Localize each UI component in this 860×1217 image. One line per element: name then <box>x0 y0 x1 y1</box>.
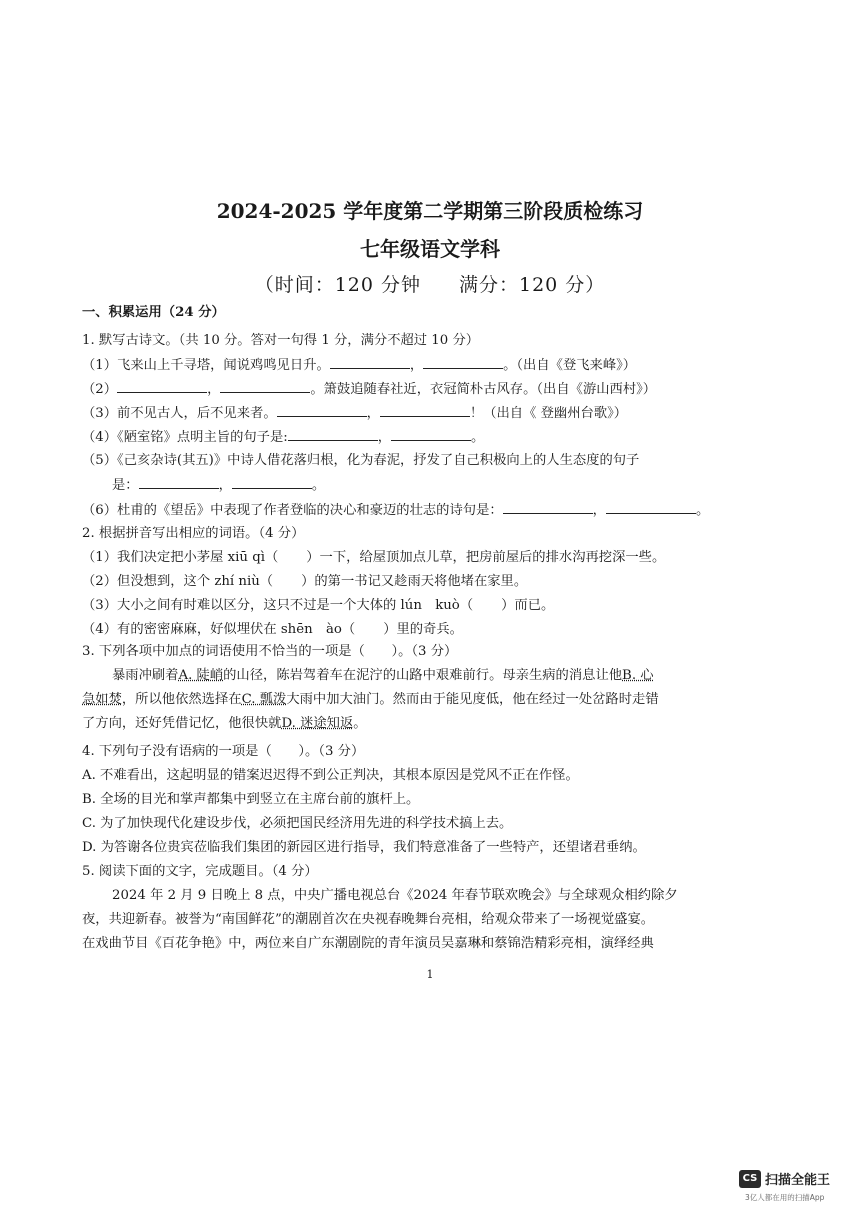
answer-blank[interactable] <box>232 477 312 489</box>
answer-blank[interactable] <box>117 381 207 393</box>
q4-option-a: A. 不难看出，这起明显的错案迟迟得不到公正判决，其根本原因是党风不正在作怪。 <box>82 768 579 783</box>
q1-l4-text: （4）《陋室铭》点明主旨的句子是: <box>82 430 288 445</box>
q3-p1b: 的山径，陈岩驾着车在泥泞的山路中艰难前行。母亲生病的消息让他 <box>223 668 623 683</box>
answer-blank[interactable] <box>391 429 471 441</box>
answer-blank[interactable] <box>139 477 219 489</box>
q2-l3-before: （3）大小之间有时难以区分，这只不过是一个大体的 lún kuò（ <box>82 598 474 613</box>
q1-line-1: （1）飞来山上千寻塔，闻说鸡鸣见日升。 ， 。（出自《登飞来峰》） <box>82 358 637 373</box>
q3-p3b: 。 <box>353 716 367 731</box>
q2-line-4 <box>82 622 463 638</box>
q5-title: 5. 阅读下面的文字，完成题目。（4 分） <box>82 864 318 879</box>
q1-title: 1. 默写古诗文。（共 10 分。答对一句得 1 分，满分不超过 10 分） <box>82 333 480 348</box>
q4-option-c: C. 为了加快现代化建设步伐，必须把国民经济用先进的科学技术搞上去。 <box>82 816 513 831</box>
time-info: （时间：120 分钟 <box>254 274 421 296</box>
camscanner-logo-icon: CS <box>739 1170 761 1188</box>
exam-info <box>0 270 860 297</box>
q3-para-1 <box>112 668 654 684</box>
answer-blank[interactable] <box>288 429 378 441</box>
q4-option-d: D. 为答谢各位贵宾莅临我们集团的新园区进行指导，我们特意准备了一些特产，还望诸君垂纳。 <box>82 840 646 855</box>
q2-l4-after: ）里的奇兵。 <box>383 622 463 637</box>
scanner-tagline: 3亿人都在用的扫描App <box>745 1193 825 1202</box>
q1-l3-source: ！（出自《 登幽州台歌》） <box>469 406 628 421</box>
q3-para-3 <box>82 716 367 732</box>
q1-line-6: （6）杜甫的《望岳》中表现了作者登临的决心和豪迈的壮志的诗句是： ， 。 <box>82 503 710 518</box>
answer-blank[interactable] <box>277 405 367 417</box>
option-b-word-part2: 急如焚 <box>82 692 122 707</box>
answer-blank[interactable] <box>503 502 593 514</box>
q3-title: 3. 下列各项中加点的词语使用不恰当的一项是（ ）。（3 分） <box>82 644 458 659</box>
q2-l1-before: （1）我们决定把小茅屋 xiū qì（ <box>82 550 279 565</box>
scanner-app-name: 扫描全能王 <box>765 1173 831 1188</box>
q2-l1-after: ）一下，给屋顶加点儿草，把房前屋后的排水沟再挖深一些。 <box>306 550 666 565</box>
q3-p3a: 了方向，还好凭借记忆，他很快就 <box>82 716 282 731</box>
q1-l3-text: （3）前不见古人，后不见来者。 <box>82 406 277 421</box>
answer-blank[interactable] <box>606 502 696 514</box>
answer-blank[interactable] <box>220 381 310 393</box>
option-c-word: C. 瓢泼 <box>241 692 287 707</box>
q1-l1-source: 。（出自《登飞来峰》） <box>503 358 637 373</box>
subject-title: 七年级语文学科 <box>360 237 500 261</box>
q1-l5b-text: 是： <box>112 478 139 493</box>
q1-line-2: （2） ， 。箫鼓追随春社近，衣冠简朴古风存。（出自《游山西村》） <box>82 382 657 397</box>
option-a-word: A. 陡峭 <box>178 668 224 683</box>
scanner-watermark <box>739 1169 830 1188</box>
q1-line-3: （3）前不见古人，后不见来者。 ， ！（出自《 登幽州台歌》） <box>82 406 628 421</box>
option-d-word: D. 迷途知返 <box>281 716 354 731</box>
q1-l2-text: 。箫鼓追随春社近，衣冠简朴古风存。（出自《游山西村》） <box>310 382 657 397</box>
score-info: 满分：120 分） <box>459 274 606 296</box>
section-heading: 一、积累运用（24 分） <box>82 305 225 320</box>
q1-line-5b: 是： ， 。 <box>112 478 326 493</box>
q2-line-3 <box>82 598 554 614</box>
q2-line-1 <box>82 550 665 566</box>
q1-l6-text: （6）杜甫的《望岳》中表现了作者登临的决心和豪迈的壮志的诗句是： <box>82 503 503 518</box>
q1-l1-text: （1）飞来山上千寻塔，闻说鸡鸣见日升。 <box>82 358 330 373</box>
q2-l4-before: （4）有的密密麻麻，好似埋伏在 shēn ào（ <box>82 622 356 637</box>
q2-l2-before: （2）但没想到，这个 zhí niù（ <box>82 574 274 589</box>
answer-blank[interactable] <box>380 405 470 417</box>
q4-option-b: B. 全场的目光和掌声都集中到竖立在主席台前的旗杆上。 <box>82 792 420 807</box>
q3-p2b: 大雨中加大油门。然而由于能见度低，他在经过一处岔路时走错 <box>286 692 659 707</box>
title: 2024-2025 学年度第二学期第三阶段质检练习 <box>216 199 644 223</box>
q3-p1a: 暴雨冲刷着 <box>112 668 179 683</box>
q5-para-line-2: 夜，共迎新春。被誉为“南国鲜花”的潮剧首次在央视春晚舞台亮相，给观众带来了一场视觉盛宴。 <box>82 912 655 927</box>
q1-line-4: （4）《陋室铭》点明主旨的句子是: ， 。 <box>82 430 485 445</box>
q1-line-5: （5）《己亥杂诗(其五)》中诗人借花落归根，化为春泥，抒发了自己积极向上的人生态度的句子 <box>82 453 640 468</box>
q5-para-line-1: 2024 年 2 月 9 日晚上 8 点，中央广播电视总台《2024 年春节联欢晚会》与全球观众相约除夕 <box>112 888 678 903</box>
q1-l2-prefix: （2） <box>82 382 118 397</box>
q3-p2a: ，所以他依然选择在 <box>121 692 242 707</box>
q4-title: 4. 下列句子没有语病的一项是（ ）。（3 分） <box>82 744 365 759</box>
q2-line-2 <box>82 574 527 590</box>
q2-l3-after: ）而已。 <box>501 598 555 613</box>
q5-para-line-3: 在戏曲节目《百花争艳》中，两位来自广东潮剧院的青年演员吴嘉琳和蔡锦浩精彩亮相，演绎经典 <box>82 936 654 951</box>
q2-l2-after: ）的第一书记又趁雨天将他堵在家里。 <box>301 574 528 589</box>
option-b-word-part1: B. 心 <box>622 668 654 683</box>
q3-para-2 <box>82 692 659 708</box>
answer-blank[interactable] <box>330 357 410 369</box>
answer-blank[interactable] <box>423 357 503 369</box>
page-number: 1 <box>426 968 434 981</box>
q2-title: 2. 根据拼音写出相应的词语。（4 分） <box>82 526 305 541</box>
